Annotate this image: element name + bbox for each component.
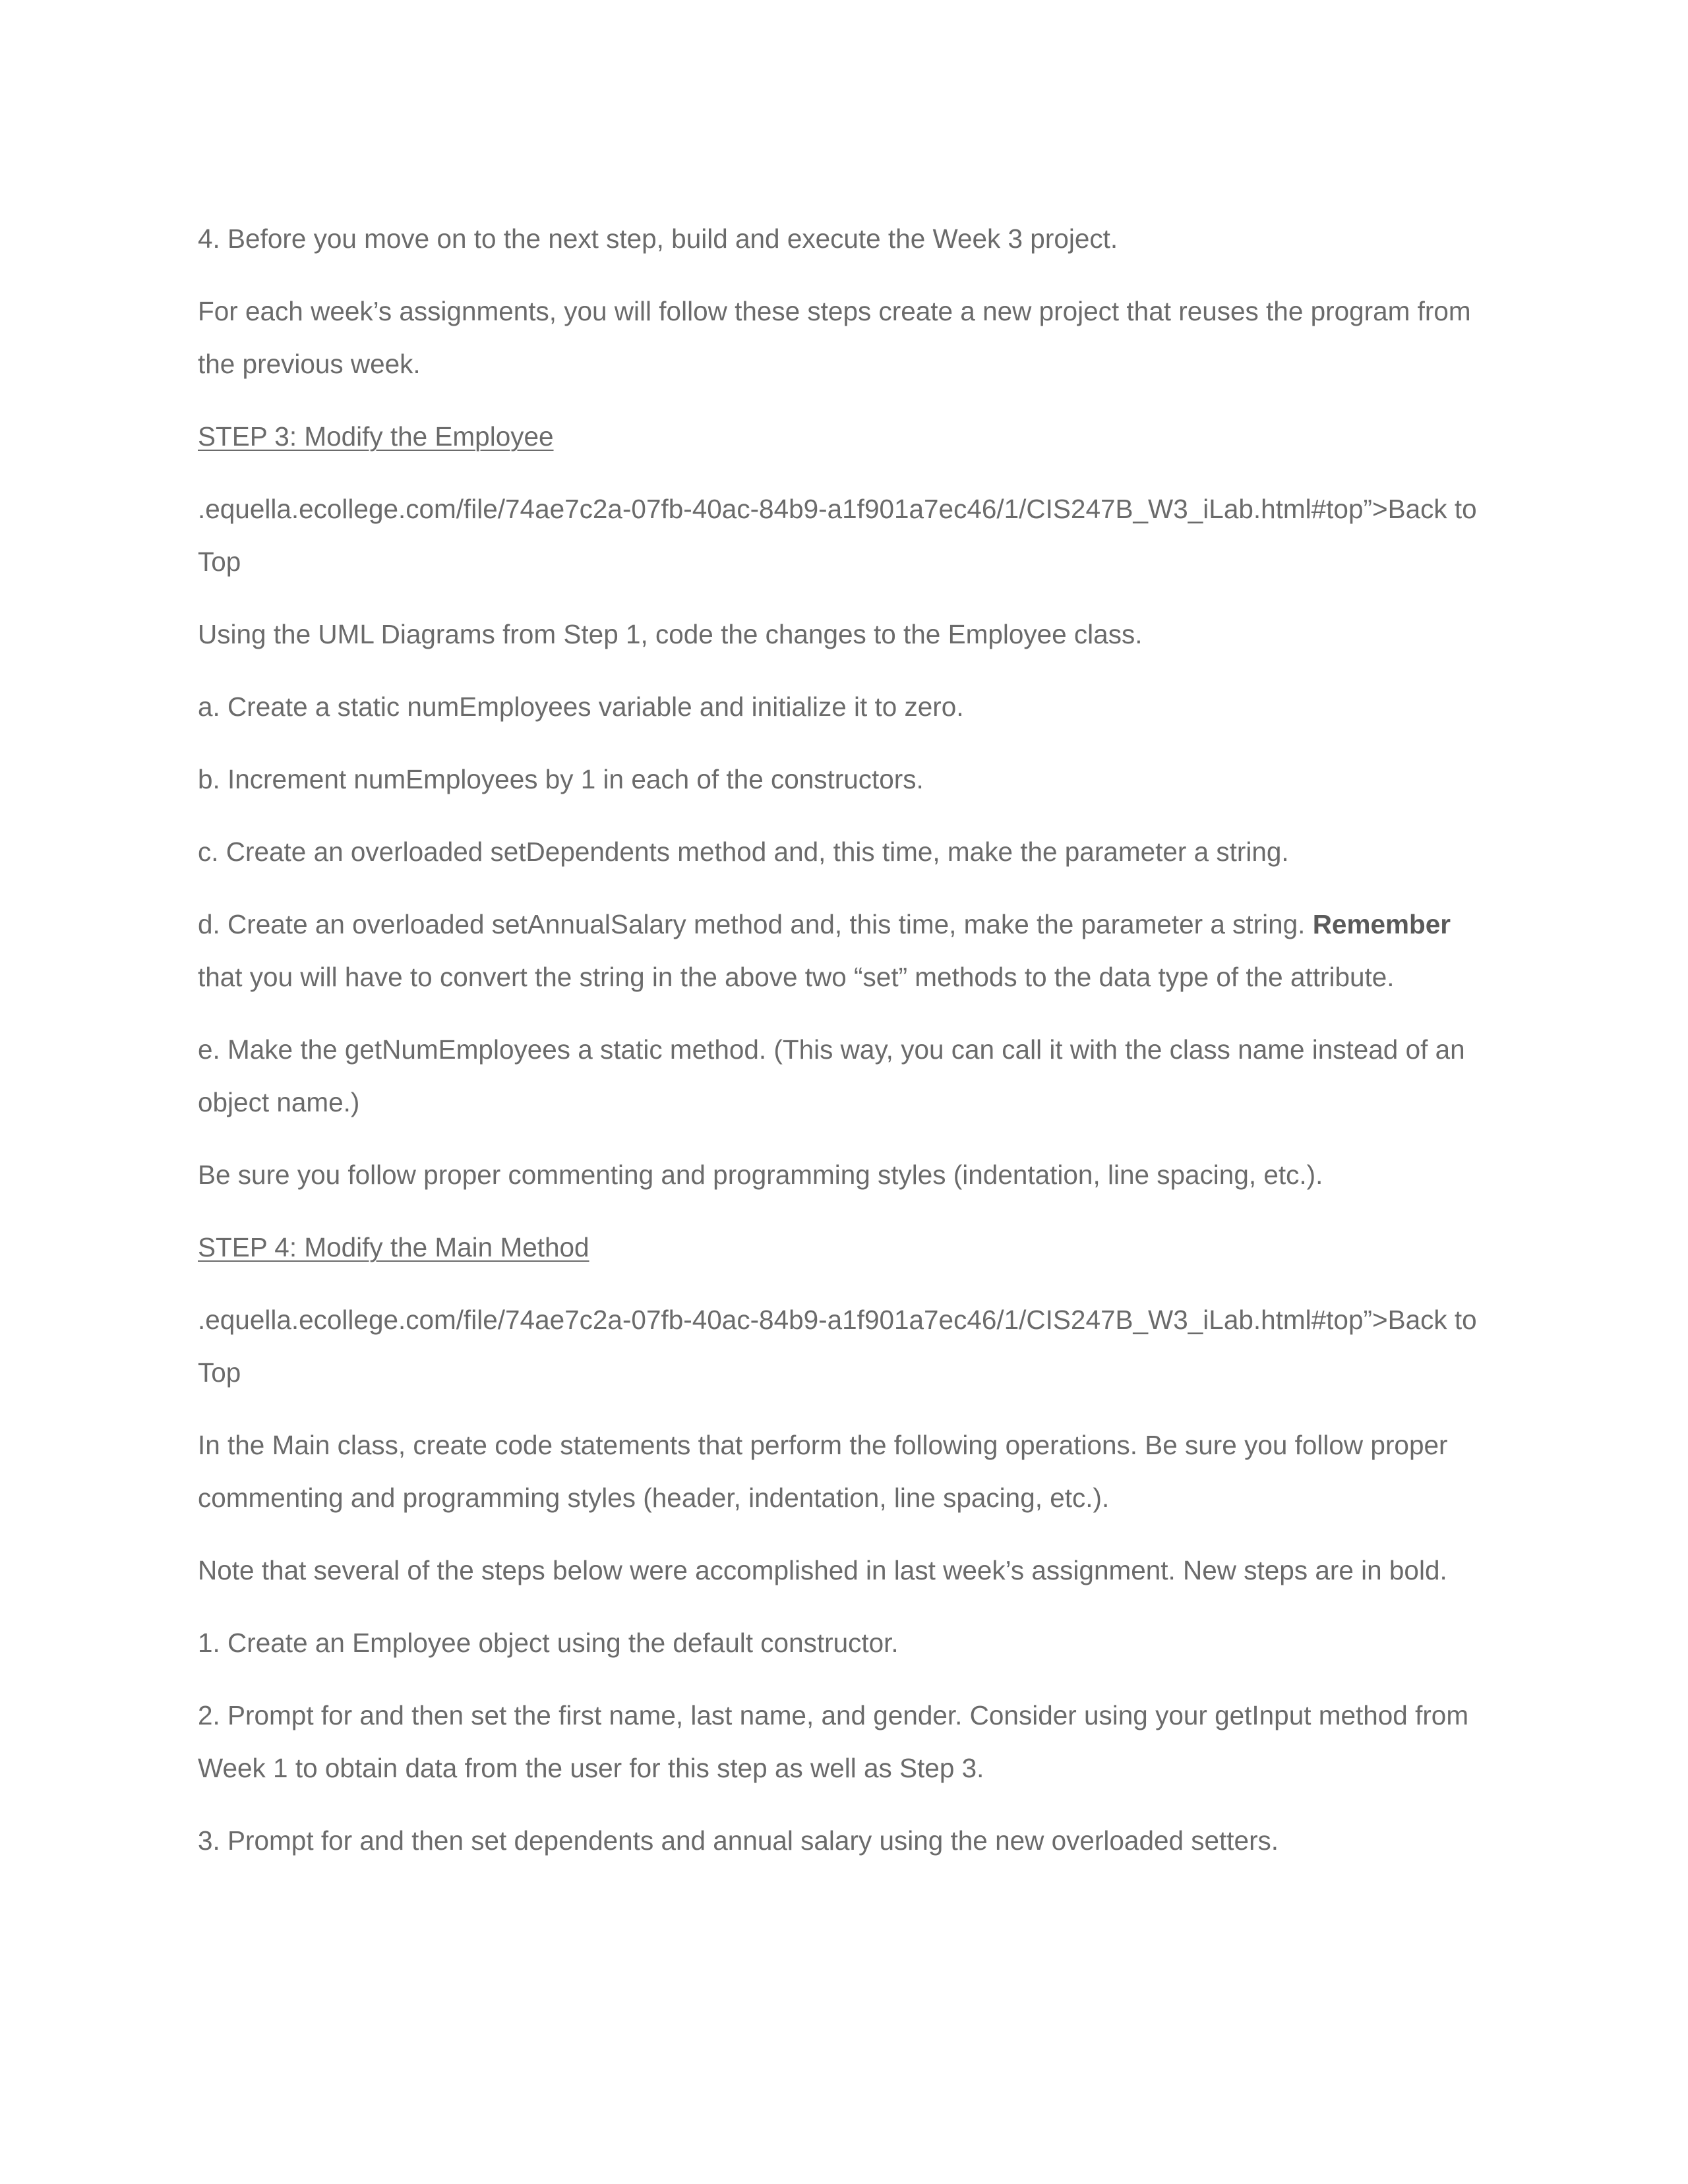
back-to-top-link-2: .equella.ecollege.com/file/74ae7c2a-07fb-40ac-84b9-a1f901a7ec46/1/CIS247B_W3_iLab.html#top”>Back to Top	[198, 1305, 1477, 1388]
paragraph-using-uml: Using the UML Diagrams from Step 1, code the changes to the Employee class.	[198, 619, 1143, 649]
list-item-d	[198, 898, 1490, 1003]
paragraph-each-week: For each week’s assignments, you will follow these steps create a new project that reuses the program from the previous week.	[198, 296, 1471, 379]
paragraph-build-execute: 4. Before you move on to the next step, build and execute the Week 3 project.	[198, 223, 1118, 254]
remember-bold-text: Remember	[1312, 909, 1451, 939]
list-item-d-text-start: d. Create an overloaded setAnnualSalary method and, this time, make the parameter a string.	[198, 909, 1313, 939]
paragraph-be-sure: Be sure you follow proper commenting and programming styles (indentation, line spacing, etc.).	[198, 1160, 1323, 1190]
paragraph-main-class: In the Main class, create code statements that perform the following operations. Be sure you follow proper commenting and programming styles (header, indentation, line spacing, etc.).	[198, 1430, 1448, 1513]
list-item-c: c. Create an overloaded setDependents method and, this time, make the parameter a string.	[198, 837, 1289, 867]
document-body	[198, 212, 1490, 1887]
numbered-item-2: 2. Prompt for and then set the first name, last name, and gender. Consider using your getInput method from Week 1 to obtain data from the user for this step as well as Step 3.	[198, 1700, 1469, 1783]
numbered-item-1: 1. Create an Employee object using the default constructor.	[198, 1628, 899, 1658]
list-item-d-text-end: that you will have to convert the string in the above two “set” methods to the data type of the attribute.	[198, 962, 1395, 992]
heading-step-3: STEP 3: Modify the Employee	[198, 421, 554, 452]
list-item-a: a. Create a static numEmployees variable and initialize it to zero.	[198, 692, 964, 722]
heading-step-4: STEP 4: Modify the Main Method	[198, 1232, 589, 1262]
list-item-b: b. Increment numEmployees by 1 in each of the constructors.	[198, 764, 924, 794]
list-item-e: e. Make the getNumEmployees a static method. (This way, you can call it with the class name instead of an object name.)	[198, 1034, 1465, 1117]
paragraph-note: Note that several of the steps below were accomplished in last week’s assignment. New steps are in bold.	[198, 1555, 1447, 1585]
back-to-top-link-1: .equella.ecollege.com/file/74ae7c2a-07fb-40ac-84b9-a1f901a7ec46/1/CIS247B_W3_iLab.html#top”>Back to Top	[198, 494, 1477, 577]
numbered-item-3: 3. Prompt for and then set dependents and annual salary using the new overloaded setters.	[198, 1825, 1279, 1856]
